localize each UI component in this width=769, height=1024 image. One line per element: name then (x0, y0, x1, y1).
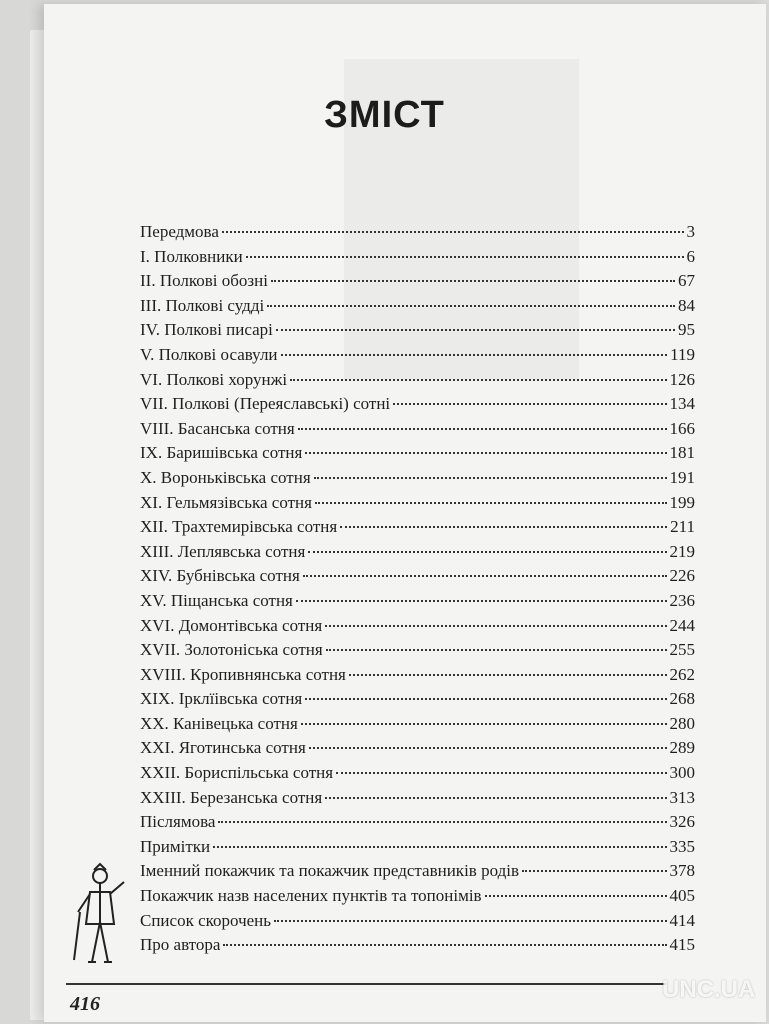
toc-entry (140, 861, 695, 886)
toc-entry (140, 419, 695, 444)
toc-entry (140, 296, 695, 321)
toc-entry-label: Покажчик назв населених пунктів та топонімів (140, 886, 482, 906)
toc-entry-page: 255 (669, 640, 695, 660)
toc-entry (140, 468, 695, 493)
toc-entry-page: 191 (669, 467, 695, 487)
toc-leader-dots (223, 944, 666, 946)
toc-entry-page: 126 (669, 369, 695, 389)
toc-entry-label: XIX. Ірклїівська сотня (140, 689, 303, 709)
toc-entry-label: VIII. Басанська сотня (140, 418, 295, 438)
toc-leader-dots (213, 846, 666, 848)
toc-entry-label: IV. Полкові писарі (140, 320, 273, 340)
page-title: ЗМІСТ (324, 94, 445, 136)
toc-entry-page: 415 (669, 935, 695, 955)
toc-entry (140, 640, 695, 665)
toc-entry (140, 616, 695, 641)
toc-leader-dots (276, 329, 675, 331)
toc-entry-label: XIII. Леплявська сотня (140, 541, 306, 561)
toc-entry-label: XX. Канівецька сотня (140, 713, 298, 733)
toc-entry-page: 3 (686, 222, 695, 241)
toc-leader-dots (222, 231, 684, 233)
toc-entry-page: 134 (669, 394, 695, 414)
toc-entry (140, 370, 695, 395)
toc-entry-label: ІІІ. Полкові судді (140, 295, 265, 315)
toc-entry (140, 542, 695, 567)
toc-leader-dots (301, 723, 667, 725)
toc-entry (140, 222, 695, 247)
toc-entry-page: 219 (669, 541, 695, 561)
toc-leader-dots (274, 920, 666, 922)
toc-entry-label: XIV. Бубнівська сотня (140, 566, 300, 586)
toc-leader-dots (305, 452, 666, 454)
footer-rule (66, 983, 666, 985)
toc-entry (140, 837, 695, 862)
toc-entry (140, 812, 695, 837)
toc-entry-page: 378 (669, 861, 695, 881)
toc-entry-page: 300 (669, 763, 695, 783)
toc-leader-dots (296, 600, 667, 602)
toc-entry-label: ІІ. Полкові обозні (140, 271, 268, 291)
toc-entry-label: XI. Гельмязівська сотня (140, 492, 312, 512)
toc-leader-dots (281, 354, 668, 356)
toc-entry-page: 181 (669, 443, 695, 463)
toc-entry (140, 788, 695, 813)
toc-entry (140, 738, 695, 763)
toc-entry-page: 6 (686, 246, 695, 266)
toc-entry-label: X. Вороньківська сотня (140, 467, 311, 487)
toc-entry-label: XXIII. Березанська сотня (140, 787, 323, 807)
toc-entry (140, 443, 695, 468)
toc-entry-label: XVIII. Кропивнянська сотня (140, 664, 346, 684)
toc-entry (140, 714, 695, 739)
toc-leader-dots (340, 526, 667, 528)
cossack-illustration-icon (70, 862, 130, 972)
toc-entry-page: 95 (678, 320, 695, 340)
toc-leader-dots (326, 649, 667, 651)
toc-leader-dots (308, 551, 666, 553)
toc-entry-page: 199 (669, 492, 695, 512)
toc-entry (140, 394, 695, 419)
toc-entry-label: Список скорочень (140, 910, 272, 930)
toc-entry (140, 689, 695, 714)
toc-leader-dots (325, 625, 666, 627)
toc-entry-page: 67 (678, 271, 695, 291)
toc-entry-label: XV. Піщанська сотня (140, 590, 293, 610)
toc-leader-dots (290, 379, 666, 381)
toc-leader-dots (325, 797, 666, 799)
toc-entry-page: 326 (669, 812, 695, 832)
toc-entry (140, 566, 695, 591)
toc-entry (140, 493, 695, 518)
toc-entry-page: 226 (669, 566, 695, 586)
toc-leader-dots (267, 305, 675, 307)
toc-entry-page: 166 (669, 418, 695, 438)
toc-leader-dots (336, 772, 666, 774)
toc-entry-label: Передмова (140, 222, 219, 241)
toc-entry-page: 268 (669, 689, 695, 709)
toc-entry (140, 271, 695, 296)
toc-leader-dots (271, 280, 675, 282)
toc-entry-label: V. Полкові осавули (140, 344, 278, 364)
toc-entry (140, 911, 695, 936)
toc-entry-label: Примітки (140, 836, 211, 856)
toc-entry (140, 886, 695, 911)
toc-leader-dots (305, 698, 666, 700)
toc-entry-page: 236 (669, 590, 695, 610)
toc-leader-dots (485, 895, 667, 897)
toc-entry-label: IX. Баришівська сотня (140, 443, 303, 463)
toc-entry-page: 289 (669, 738, 695, 758)
toc-entry (140, 247, 695, 272)
toc-entry (140, 345, 695, 370)
toc-entry (140, 591, 695, 616)
toc-leader-dots (246, 256, 684, 258)
toc-entry (140, 320, 695, 345)
toc-entry-page: 405 (669, 886, 695, 906)
page-number: 416 (70, 993, 100, 1015)
toc-entry-label: XVI. Домонтівська сотня (140, 615, 323, 635)
toc-entry-label: XXI. Яготинська сотня (140, 738, 306, 758)
toc-entry-label: Іменний покажчик та покажчик представників родів (140, 861, 519, 881)
toc-leader-dots (522, 870, 667, 872)
toc-leader-dots (393, 403, 666, 405)
watermark: UNC.UA (662, 976, 756, 1003)
toc-entry-page: 262 (669, 664, 695, 684)
toc-entry-label: XII. Трахтемирівська сотня (140, 517, 338, 537)
toc-leader-dots (349, 674, 667, 676)
toc-entry (140, 763, 695, 788)
toc-entry-label: XXII. Бориспільська сотня (140, 763, 334, 783)
toc-entry-label: І. Полковники (140, 246, 243, 266)
toc-leader-dots (218, 821, 666, 823)
toc-entry (140, 517, 695, 542)
toc-entry-label: Післямова (140, 812, 216, 832)
toc-entry-page: 84 (678, 295, 695, 315)
toc-entry-page: 211 (670, 517, 695, 537)
toc-entry-page: 244 (669, 615, 695, 635)
toc-leader-dots (315, 502, 667, 504)
toc-leader-dots (303, 575, 667, 577)
toc-leader-dots (309, 747, 667, 749)
toc-leader-dots (314, 477, 667, 479)
toc-entry-page: 280 (669, 713, 695, 733)
toc-entry-page: 414 (669, 910, 695, 930)
toc-entry-page: 119 (670, 344, 695, 364)
toc-entry (140, 665, 695, 690)
toc-entry-label: VI. Полкові хорунжі (140, 369, 288, 389)
toc-entry (140, 935, 695, 960)
toc-leader-dots (298, 428, 667, 430)
table-of-contents (140, 222, 695, 960)
toc-entry-page: 335 (669, 836, 695, 856)
toc-entry-label: XVII. Золотоніська сотня (140, 640, 323, 660)
toc-entry-label: Про автора (140, 935, 221, 955)
toc-entry-page: 313 (669, 787, 695, 807)
toc-entry-label: VII. Полкові (Переяславські) сотні (140, 394, 391, 414)
